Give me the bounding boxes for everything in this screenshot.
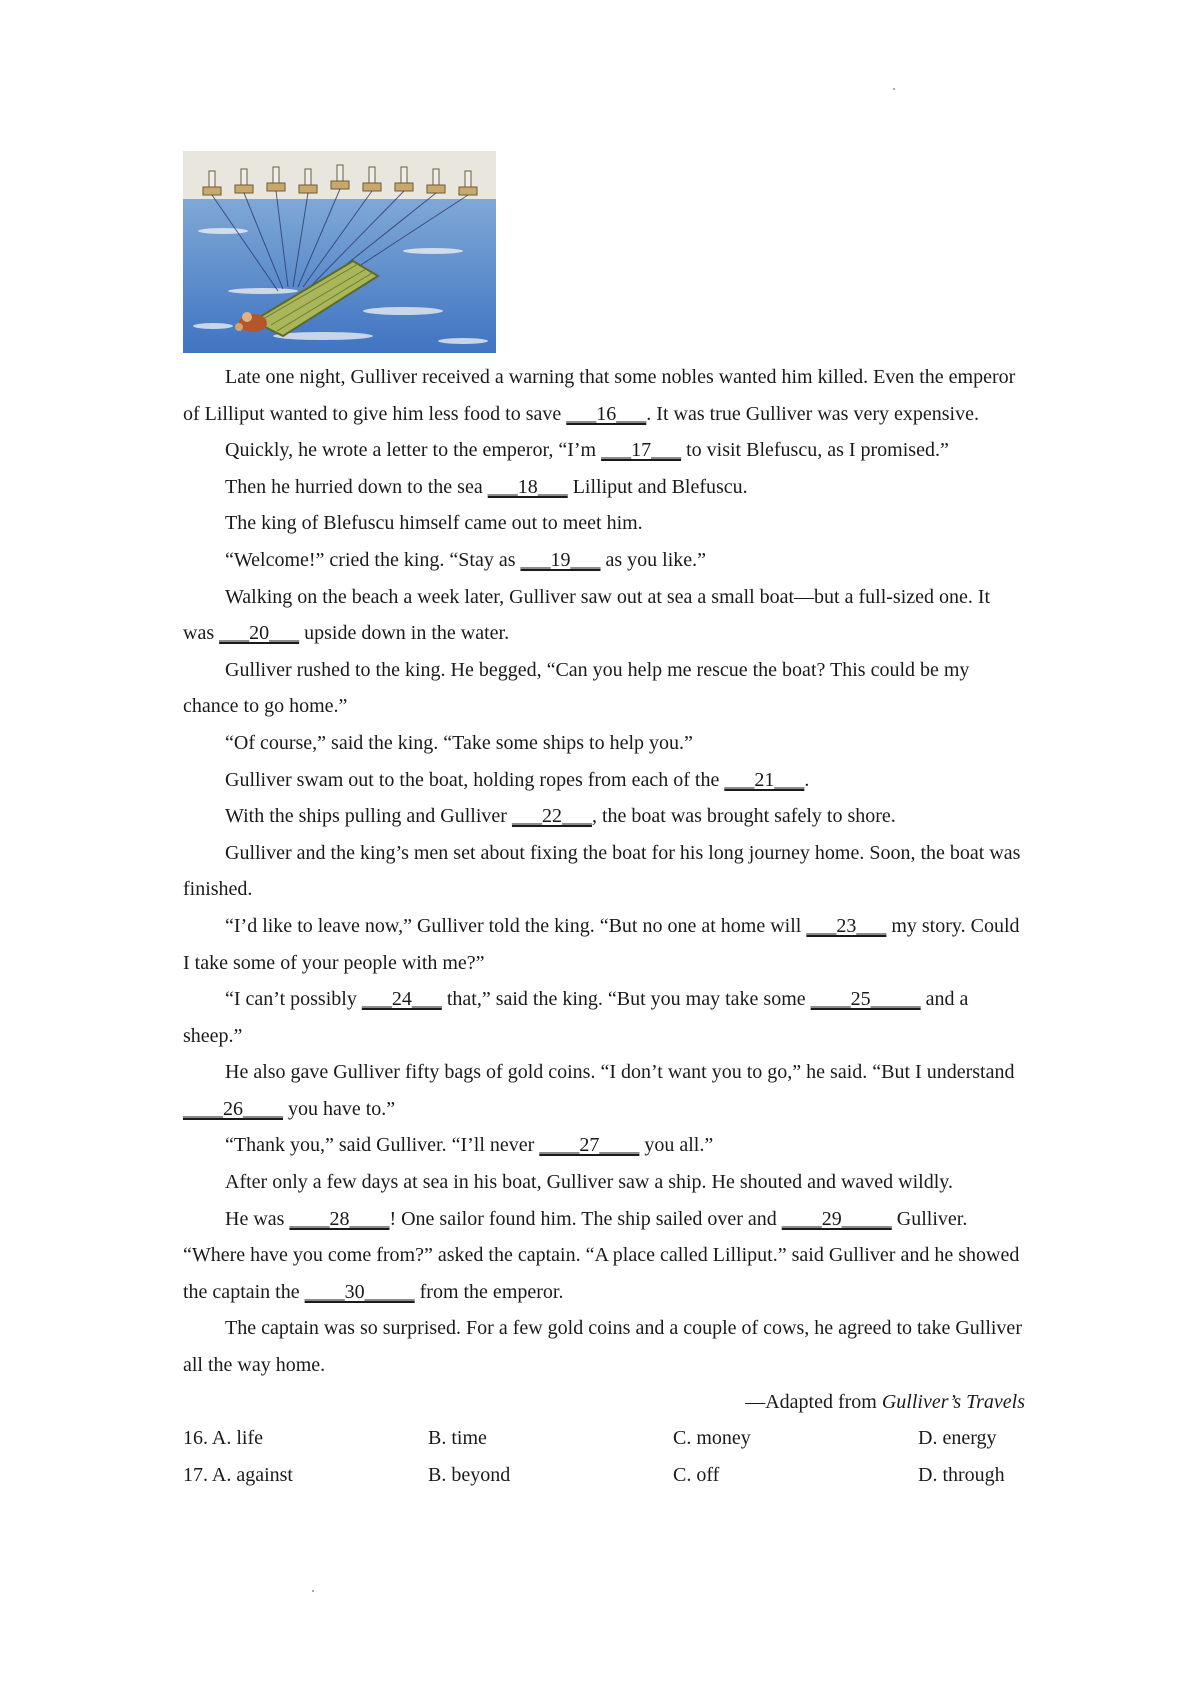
answer-options <box>183 1420 1025 1493</box>
paragraph: Walking on the beach a week later, Gulliver saw out at sea a small boat—but a full-sized one. It was ___20___ upside down in the water. <box>183 585 991 645</box>
option-16-a[interactable]: 16. A. life <box>183 1427 263 1450</box>
blank-25[interactable]: ____25_____ <box>810 988 921 1011</box>
blank-29[interactable]: ____29_____ <box>781 1207 892 1230</box>
question-16-options <box>183 1420 1025 1457</box>
blank-22[interactable]: ___22___ <box>511 805 592 828</box>
blank-19[interactable]: ___19___ <box>520 548 601 571</box>
option-17-a[interactable]: 17. A. against <box>183 1463 293 1486</box>
paragraph: Gulliver and the king’s men set about fixing the boat for his long journey home. Soon, the boat was finished. <box>183 841 1021 901</box>
paragraph: “Welcome!” cried the king. “Stay as ___19___ as you like.” <box>225 548 707 571</box>
option-16-b[interactable]: B. time <box>428 1427 487 1450</box>
blank-21[interactable]: ___21___ <box>724 768 805 791</box>
option-16-d[interactable]: D. energy <box>918 1427 997 1450</box>
option-17-c[interactable]: C. off <box>673 1463 720 1486</box>
option-16-c[interactable]: C. money <box>673 1427 751 1450</box>
paragraph: He also gave Gulliver fifty bags of gold coins. “I don’t want you to go,” he said. “But I understand ____26____ you have to.” <box>183 1061 1015 1120</box>
blank-26[interactable]: ____26____ <box>183 1097 283 1120</box>
source-credit: —Adapted from Gulliver’s Travels <box>745 1390 1025 1413</box>
blank-28[interactable]: ____28____ <box>289 1207 390 1230</box>
blank-23[interactable]: ___23___ <box>806 914 887 937</box>
paragraph: With the ships pulling and Gulliver ___22___, the boat was brought safely to shore. <box>225 805 896 828</box>
paragraph: After only a few days at sea in his boat, Gulliver saw a ship. He shouted and waved wildly. <box>225 1171 953 1194</box>
paragraph: Gulliver rushed to the king. He begged, “Can you help me rescue the boat? This could be my chance to go home.” <box>183 658 970 718</box>
paragraph: Quickly, he wrote a letter to the emperor, “I’m ___17___ to visit Blefuscu, as I promised.” <box>225 439 949 462</box>
blank-17[interactable]: ___17___ <box>601 439 682 462</box>
paragraph: “Thank you,” said Gulliver. “I’ll never ____27____ you all.” <box>225 1134 714 1157</box>
blank-27[interactable]: ____27____ <box>539 1134 640 1157</box>
paragraph: The king of Blefuscu himself came out to meet him. <box>225 512 643 535</box>
blank-20[interactable]: ___20___ <box>219 622 300 645</box>
paragraph: Then he hurried down to the sea ___18___ Lilliput and Blefuscu. <box>225 475 748 498</box>
paragraph: Gulliver swam out to the boat, holding ropes from each of the ___21___. <box>225 768 810 791</box>
story-text <box>183 359 1025 1493</box>
source-title: Gulliver’s Travels <box>881 1390 1025 1413</box>
blank-16[interactable]: ___16___ <box>566 402 647 425</box>
scan-speck <box>312 1590 314 1592</box>
blank-30[interactable]: ____30_____ <box>304 1280 415 1303</box>
option-17-d[interactable]: D. through <box>918 1463 1005 1486</box>
blank-24[interactable]: ___24___ <box>361 988 442 1011</box>
blank-18[interactable]: ___18___ <box>487 475 568 498</box>
option-17-b[interactable]: B. beyond <box>428 1463 511 1486</box>
paragraph: The captain was so surprised. For a few gold coins and a couple of cows, he agreed to take Gulliver all the way home. <box>183 1317 1022 1377</box>
paragraph: “I’d like to leave now,” Gulliver told the king. “But no one at home will ___23___ my story. Could I take some of your people with me?” <box>183 914 1020 974</box>
paragraph: “Of course,” said the king. “Take some ships to help you.” <box>225 731 693 754</box>
paragraph: “I can’t possibly ___24___ that,” said the king. “But you may take some ____25_____ and a sheep.” <box>183 988 969 1047</box>
question-17-options <box>183 1457 1025 1494</box>
paragraph: He was ____28____! One sailor found him. The ship sailed over and ____29_____ Gulliver. “Where have you come from?” asked the captain. “A place called Lilliput.” said Gulliver and he showed the captain the ____30_____ from the emperor. <box>183 1207 1020 1303</box>
scan-speck <box>893 88 895 90</box>
paragraph: Late one night, Gulliver received a warning that some nobles wanted him killed. Even the emperor of Lilliput wanted to give him less food to save ___16___. It was true Gulliver was very expensive. <box>183 366 1016 425</box>
story-illustration <box>183 151 496 353</box>
